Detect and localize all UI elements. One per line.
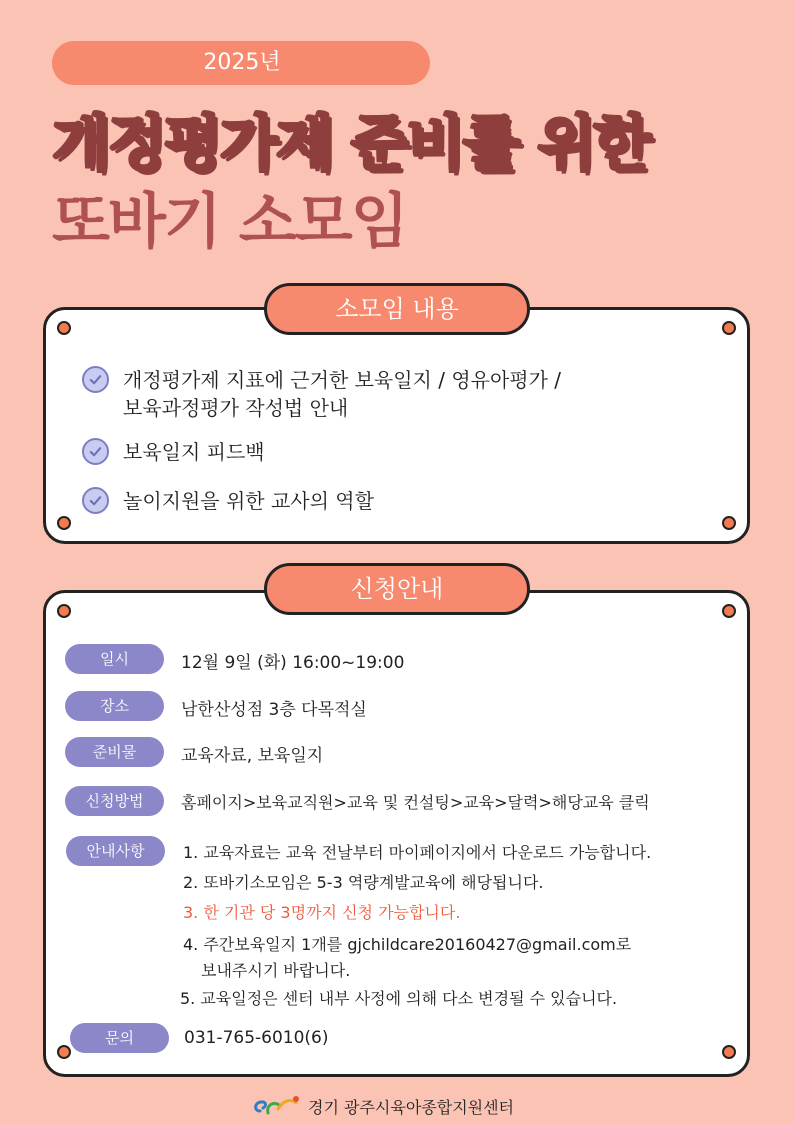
- check-circle-icon: [82, 438, 109, 465]
- list-item-text: 보육일지 피드백: [123, 440, 265, 464]
- place-value: 남한산성점 3층 다목적실: [181, 700, 367, 720]
- corner-dot: [57, 1045, 71, 1059]
- notes-label: 안내사항: [66, 836, 165, 866]
- method-label: 신청방법: [65, 786, 164, 816]
- prep-label: 준비물: [65, 737, 164, 767]
- contact-value: 031-765-6010(6): [184, 1028, 329, 1048]
- footer: [252, 1091, 514, 1121]
- corner-dot: [57, 516, 71, 530]
- prep-value: 교육자료, 보육일지: [181, 746, 324, 766]
- check-circle-icon: [82, 487, 109, 514]
- method-value: 홈페이지>보육교직원>교육 및 컨설팅>교육>달력>해당교육 클릭: [181, 793, 650, 812]
- note-item-warning: 3. 한 기관 당 3명까지 신청 가능합니다.: [183, 903, 461, 922]
- content-section-heading: 소모임 내용: [264, 283, 530, 335]
- list-item: [82, 487, 374, 515]
- page-title-line2: 또바기 소모임: [52, 187, 407, 257]
- corner-dot: [57, 321, 71, 335]
- corner-dot: [57, 604, 71, 618]
- center-logo-icon: [252, 1093, 300, 1119]
- note-item: 보내주시기 바랍니다.: [201, 961, 351, 980]
- note-item: 1. 교육자료는 교육 전날부터 마이페이지에서 다운로드 가능합니다.: [183, 843, 652, 862]
- list-item-text: 놀이지원을 위한 교사의 역할: [123, 489, 374, 513]
- contact-label: 문의: [70, 1023, 169, 1053]
- note-item: 5. 교육일정은 센터 내부 사정에 의해 다소 변경될 수 있습니다.: [180, 989, 618, 1008]
- corner-dot: [722, 321, 736, 335]
- corner-dot: [722, 516, 736, 530]
- corner-dot: [722, 604, 736, 618]
- apply-section-heading: 신청안내: [264, 563, 530, 615]
- date-label: 일시: [65, 644, 164, 674]
- corner-dot: [722, 1045, 736, 1059]
- note-item: 2. 또바기소모임은 5-3 역량계발교육에 해당됩니다.: [183, 873, 544, 892]
- org-name: 경기 광주시육아종합지원센터: [308, 1097, 515, 1117]
- list-item-text: 개정평가제 지표에 근거한 보육일지 / 영유아평가 /: [123, 368, 562, 392]
- list-item-text: 보육과정평가 작성법 안내: [123, 396, 349, 420]
- place-label: 장소: [65, 691, 164, 721]
- list-item: [82, 438, 265, 466]
- year-label: 2025년: [203, 50, 281, 75]
- page-title-line1: 개정평가제 준비를 위한: [52, 109, 650, 179]
- date-value: 12월 9일 (화) 16:00~19:00: [181, 653, 405, 673]
- list-item: [82, 366, 561, 422]
- check-circle-icon: [82, 366, 109, 393]
- note-item: 4. 주간보육일지 1개를 gjchildcare20160427@gmail.com로: [183, 935, 632, 954]
